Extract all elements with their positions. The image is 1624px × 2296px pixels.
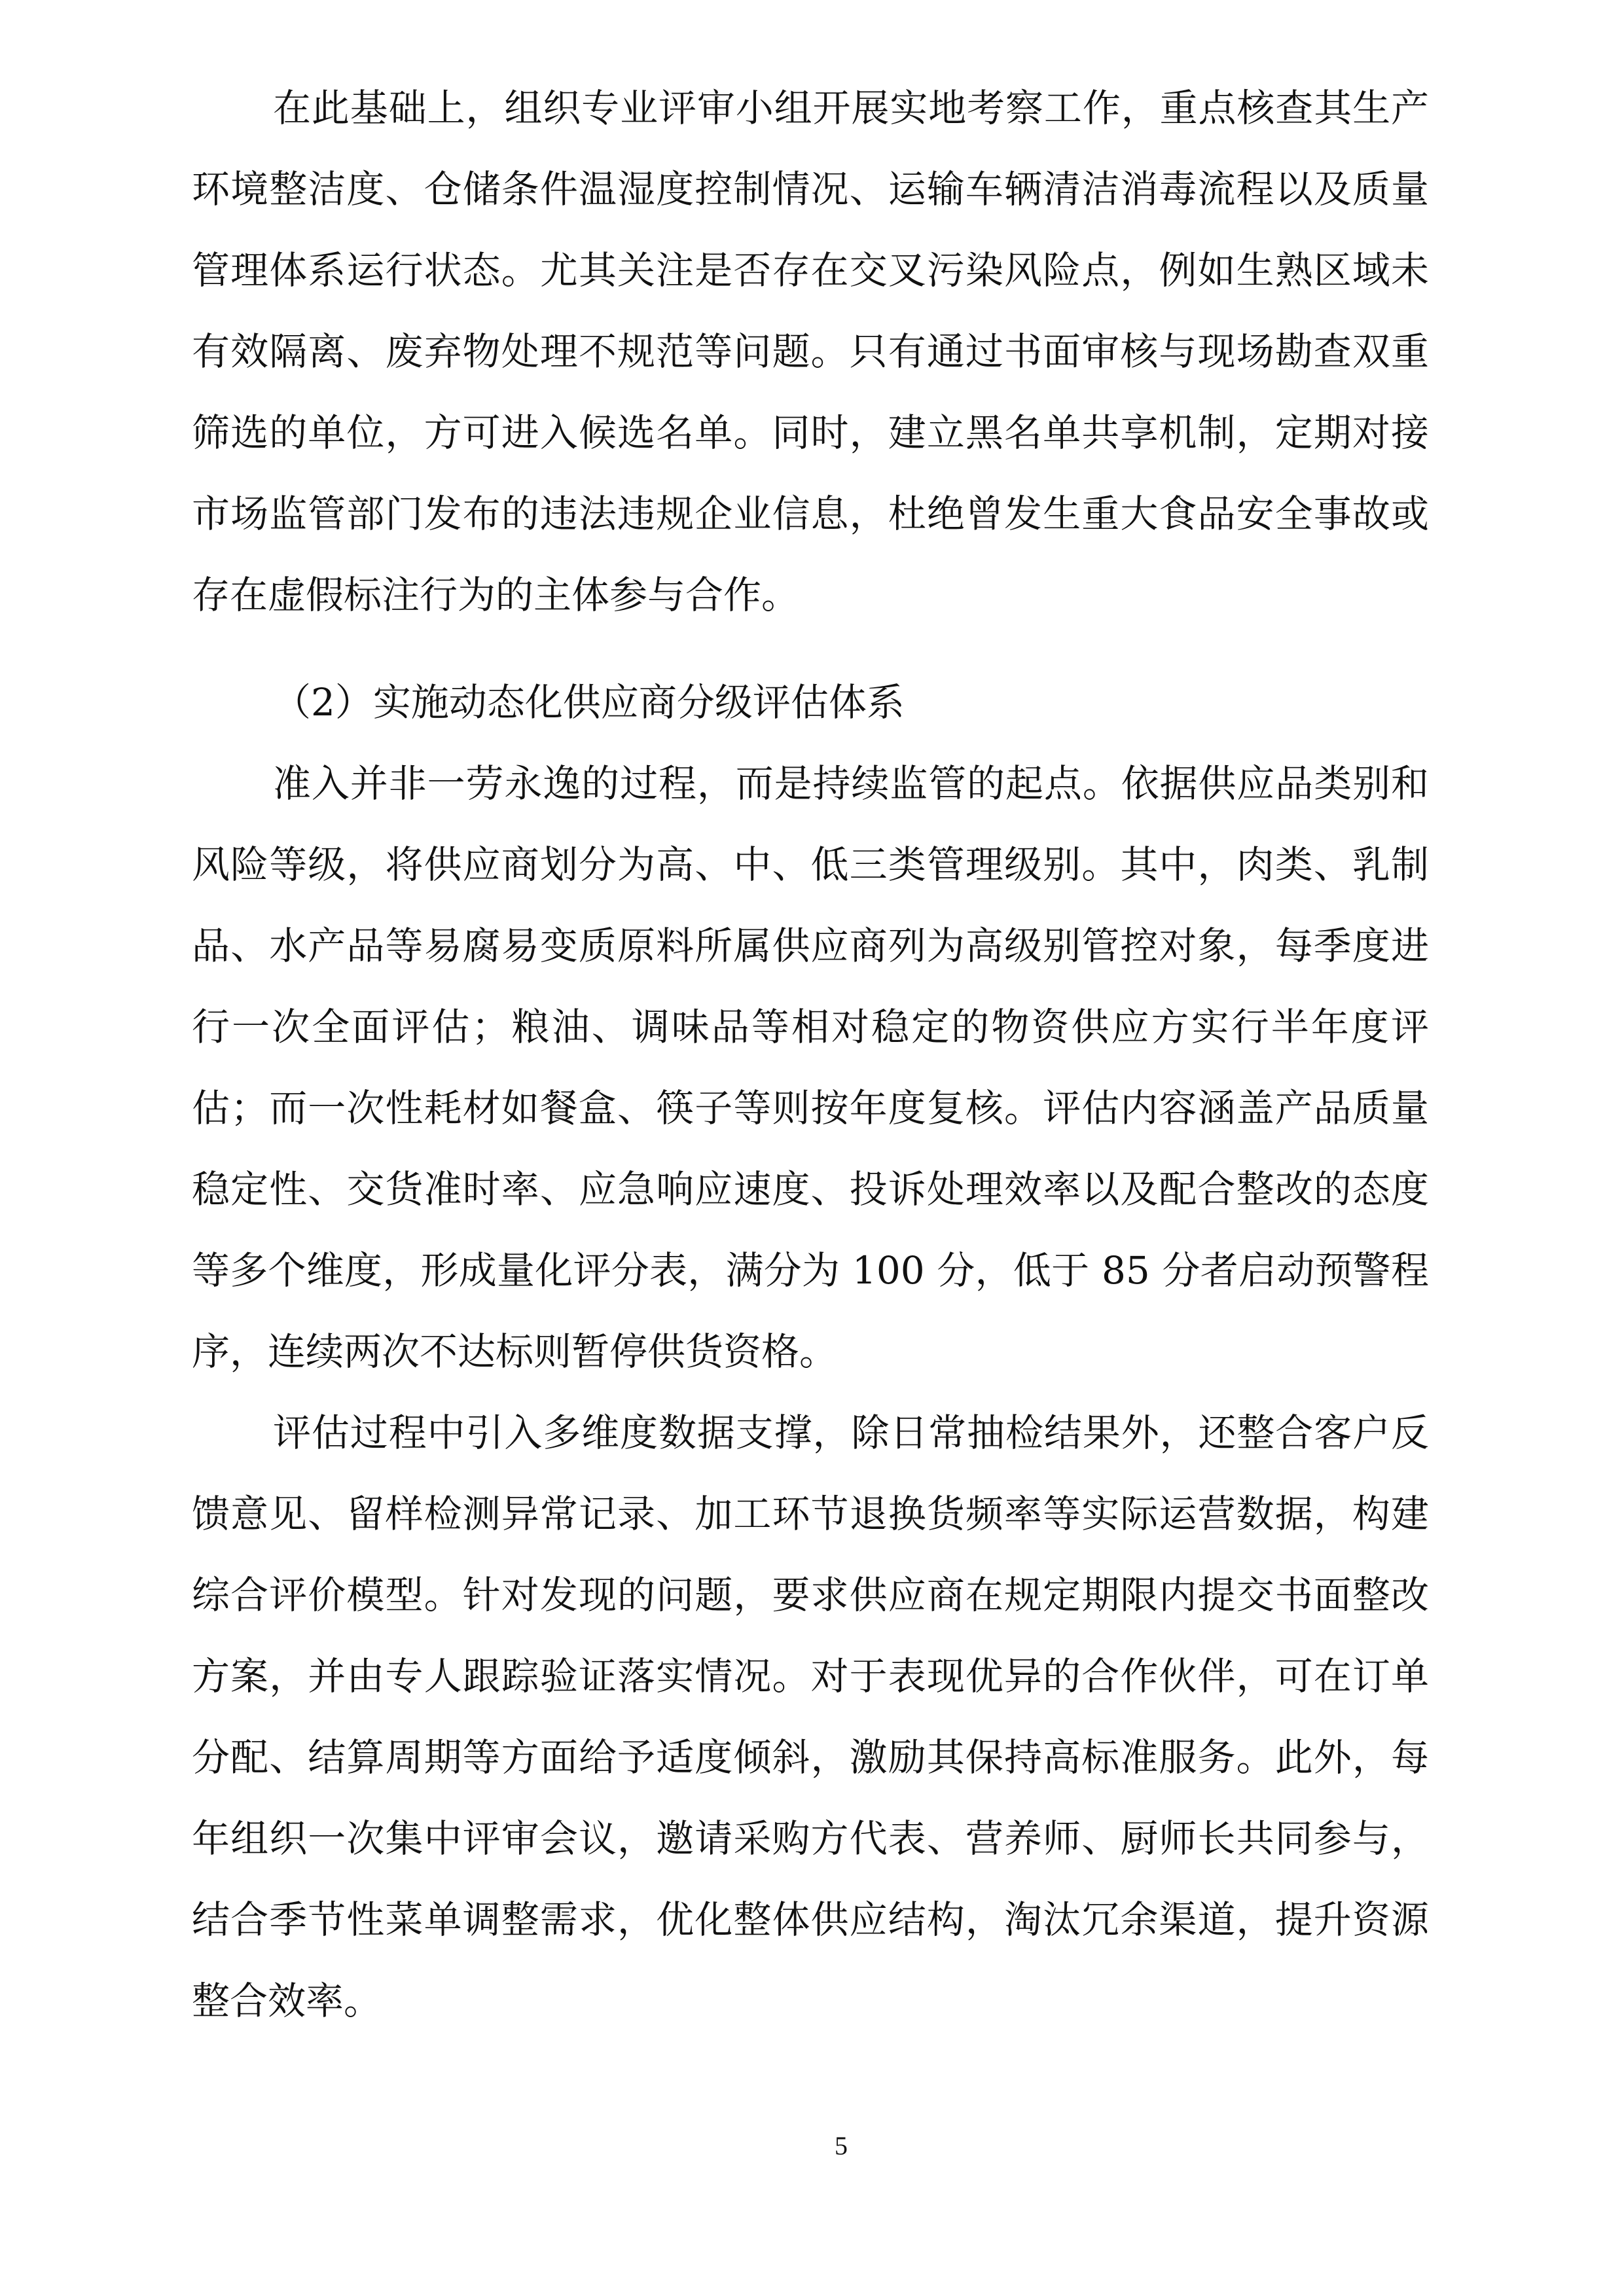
text-line: 分配、结算周期等方面给予适度倾斜，激励其保持高标准服务。此外，每 [192,1735,1429,1780]
text-line: 结合季节性菜单调整需求，优化整体供应结构，淘汰冗余渠道，提升资源 [192,1897,1429,1942]
text-line: 有效隔离、废弃物处理不规范等问题。只有通过书面审核与现场勘查双重 [192,329,1429,374]
paragraph [192,743,1429,1392]
text-line: 品、水产品等易腐易变质原料所属供应商列为高级别管控对象，每季度进 [192,924,1429,968]
text-line: 存在虚假标注行为的主体参与合作。 [192,573,800,617]
text-line: 准入并非一劳永逸的过程，而是持续监管的起点。依据供应品类别和 [273,761,1429,806]
text-line: 序，连续两次不达标则暂停供货资格。 [192,1329,838,1374]
text-line: 稳定性、交货准时率、应急响应速度、投诉处理效率以及配合整改的态度 [192,1167,1429,1211]
text-line: 整合效率。 [192,1979,382,2023]
text-line: 筛选的单位，方可进入候选名单。同时，建立黑名单共享机制，定期对接 [192,410,1429,455]
text-line: 馈意见、留样检测异常记录、加工环节退换货频率等实际运营数据，构建 [192,1492,1429,1536]
text-line: 年组织一次集中评审会议，邀请采购方代表、营养师、厨师长共同参与， [192,1816,1429,1861]
text-line: 估；而一次性耗材如餐盒、筷子等则按年度复核。评估内容涵盖产品质量 [192,1086,1429,1130]
paragraph [192,67,1429,636]
section-heading [192,662,1429,743]
body-text [192,67,1429,2041]
text-line: 在此基础上，组织专业评审小组开展实地考察工作，重点核查其生产 [273,86,1429,130]
text-line: 行一次全面评估；粮油、调味品等相对稳定的物资供应方实行半年度评 [192,1005,1429,1049]
page-number: 5 [835,2131,848,2161]
text-line: 市场监管部门发布的违法违规企业信息，杜绝曾发生重大食品安全事故或 [192,492,1429,536]
text-line: 综合评价模型。针对发现的问题，要求供应商在规定期限内提交书面整改 [192,1573,1429,1617]
text-line: 管理体系运行状态。尤其关注是否存在交叉污染风险点，例如生熟区域未 [192,248,1429,293]
text-line: 环境整洁度、仓储条件温湿度控制情况、运输车辆清洁消毒流程以及质量 [192,167,1429,211]
paragraph [192,1392,1429,2041]
text-line: 风险等级，将供应商划分为高、中、低三类管理级别。其中，肉类、乳制 [192,842,1429,887]
text-line: 等多个维度，形成量化评分表，满分为 100 分，低于 85 分者启动预警程 [192,1248,1429,1293]
text-line: 方案，并由专人跟踪验证落实情况。对于表现优异的合作伙伴，可在订单 [192,1654,1429,1698]
text-line: （2）实施动态化供应商分级评估体系 [273,680,905,725]
text-line: 评估过程中引入多维度数据支撑，除日常抽检结果外，还整合客户反 [273,1410,1429,1455]
